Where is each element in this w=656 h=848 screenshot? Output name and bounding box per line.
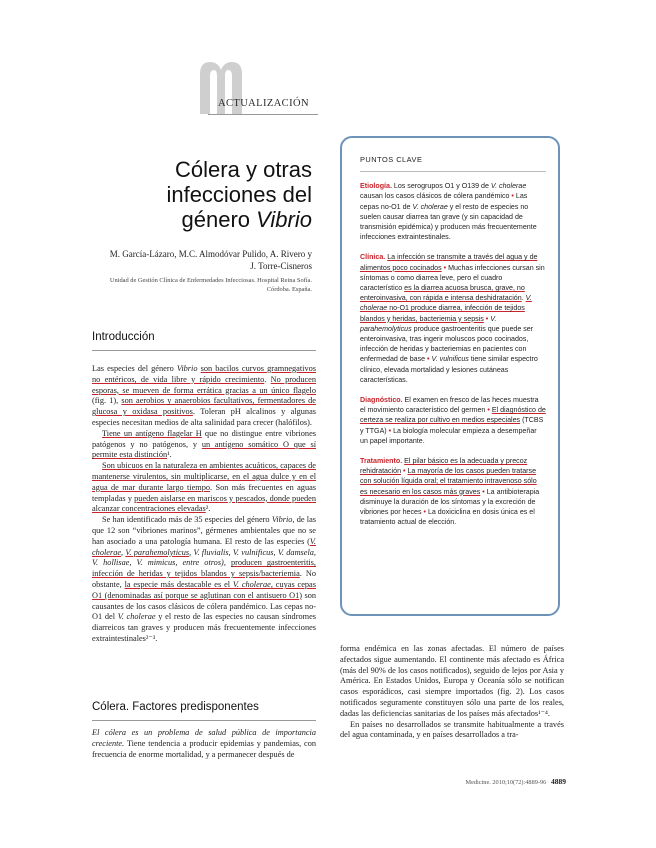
right-paragraph-2: En países no desarrollados se transmite habitualmente a través del agua contaminada, y en países desarrollados a tra- xyxy=(340,719,564,740)
intro-paragraph-2 xyxy=(92,429,316,461)
key-points-content xyxy=(360,155,546,538)
text-run: Las especies del género xyxy=(92,364,177,373)
text-run: , cuyas cepas O1 (denominadas así porque se aglutinan con el antisuero O1) xyxy=(92,579,316,600)
colera-heading-rule xyxy=(92,720,316,721)
text-run: (TCBS y TTGA) xyxy=(360,416,544,435)
colera-body xyxy=(92,728,316,760)
text-run: El examen en fresco de las heces muestra el movimiento característico del germen xyxy=(360,396,539,415)
section-tag: ACTUALIZACIÓN xyxy=(218,98,309,109)
text-run: La mayoría de los casos pueden tratarse con solución líquida oral; el tratamiento intravenoso sólo es necesario en los casos más graves xyxy=(360,467,537,496)
text-run: es la diarrea acuosa brusca, grave, no enteroinvasiva, con rápida e intensa deshidratación xyxy=(360,284,525,303)
text-run: , V. fluvialis, V. vulnificus, V. damsela, V. hollisae, V. mimicus, entre otros), xyxy=(92,547,316,568)
text-run: son causantes de los casos clásicos de cólera pandémico. Las cepas no-O1 del xyxy=(92,590,316,622)
title-line-3 xyxy=(92,207,312,232)
text-run: V. cholerae xyxy=(360,294,532,313)
key-point-label: Clínica. xyxy=(360,253,386,262)
text-run: La infección se transmite a través del agua y de alimentos poco cocinados xyxy=(360,253,538,272)
bullet-separator: • xyxy=(511,192,514,201)
bullet-separator: • xyxy=(427,355,430,364)
key-point-label: Etiología. xyxy=(360,182,392,191)
text-run: V. cholerae xyxy=(92,536,316,557)
text-run: V. cholerae xyxy=(117,612,156,622)
page-footer xyxy=(430,777,566,786)
text-run: Los serogrupos O1 y O139 de xyxy=(391,182,491,191)
text-run: V. cholerae xyxy=(232,579,271,589)
text-run: Son ubicuos en la naturaleza en ambientes acuáticos, capaces de mantenerse virulentos, sin multiplicarse, en el agua dulce y en el agua de mar durante largo tiempo xyxy=(92,461,316,492)
key-point-label: Diagnóstico. xyxy=(360,396,403,405)
text-run: ¹. xyxy=(167,450,172,460)
text-run: V. cholerae xyxy=(490,182,527,191)
text-run: causan los casos clásicos de cólera pandémico xyxy=(360,192,512,201)
text-run: Se han identificado más de 35 especies del género xyxy=(102,515,272,525)
right-column-body xyxy=(340,644,564,741)
text-run: Tiene un antígeno flagelar H xyxy=(102,428,202,438)
text-run: , de las que 12 son “vibriones marinos”, gérmenes ambientales que no se han asociado a una patología humana. El resto de las especies ( xyxy=(92,515,316,546)
text-run: . Toleran pH alcalinos y algunas especies necesitan medios de alta salinidad para crecer (halófilos). xyxy=(92,407,316,427)
authors-line-1: M. García-Lázaro, M.C. Almodóvar Pulido, A. Rivero y xyxy=(109,249,312,259)
text-run: . Son más frecuentes en aguas templadas y xyxy=(92,482,316,503)
bullet-separator: • xyxy=(423,508,426,517)
colera-paragraph-1 xyxy=(92,728,316,760)
bullet-separator: • xyxy=(482,487,485,496)
intro-paragraph-3 xyxy=(92,461,316,515)
title-line-3-italic: Vibrio xyxy=(256,207,312,232)
text-run: Vibrio xyxy=(176,364,198,373)
key-point-etiologia xyxy=(360,181,546,242)
page-number: 4889 xyxy=(551,777,566,786)
key-point-diagnostico xyxy=(360,395,546,446)
intro-heading-rule xyxy=(92,350,316,351)
text-run: El diagnóstico de certeza se realiza por cultivo en medios especiales xyxy=(360,406,546,425)
right-paragraph-1: forma endémica en las zonas afectadas. El número de países afectados sigue aumentando. El continente más afectado es África (más del 90% de los casos notificados), seguido de lejos por Asia y América. En Estados Unidos, Europa y Oceanía sólo se notifican casos esporádicos, casi siempre importados (fig. 2). Los casos notificados seguramente constituyen sólo una parte de los reales, dadas las deficiencias sanitarias de los países más afectados¹⁻⁴. xyxy=(340,644,564,718)
intro-paragraph-1 xyxy=(92,364,316,429)
intro-heading: Introducción xyxy=(92,331,155,343)
colera-lead-rest: Tiene tendencia a producir epidemias y pandemias, con frecuencia de enorme mortalidad, y a permanecer después de xyxy=(92,738,316,759)
bullet-separator: • xyxy=(487,406,490,415)
text-run: El pilar básico es la adecuada y precoz rehidratación xyxy=(360,457,528,476)
affiliation xyxy=(60,276,312,294)
text-run: . xyxy=(521,294,526,303)
article-title xyxy=(92,157,312,232)
text-run: y el resto de las especies no causan síndromes diarreicos tan graves y producen más frecuentemente infecciones extraintestinales²⁻³. xyxy=(92,612,316,643)
key-point-clinica xyxy=(360,252,546,385)
text-run: ². xyxy=(205,504,211,514)
text-run: un antígeno somático O que sí permite esta distinción xyxy=(92,439,316,460)
text-run: son bacilos curvos gramnegativos no entéricos, de vida libre y rápido crecimiento xyxy=(92,364,316,384)
bullet-separator: • xyxy=(485,314,489,323)
key-point-text xyxy=(360,253,545,383)
text-run: que no distingue entre vibriones patógenos y no patógenos, y xyxy=(92,428,316,449)
key-point-text xyxy=(360,457,539,526)
title-line-3-plain: género xyxy=(181,207,257,232)
text-run: , xyxy=(121,547,126,557)
key-point-text xyxy=(360,182,537,241)
affiliation-line-2: Córdoba. España. xyxy=(266,286,312,293)
text-run: . No obstante, xyxy=(92,569,316,589)
colera-heading: Cólera. Factores predisponentes xyxy=(92,701,259,713)
text-run: V. vulnificus xyxy=(431,355,469,364)
text-run: V. cholerae xyxy=(412,202,448,211)
text-run: tiene similar espectro clínico, elevada mortalidad y lesiones cutáneas características. xyxy=(360,355,538,384)
key-points-divider xyxy=(360,171,546,172)
title-line-1: Cólera y otras xyxy=(175,157,312,182)
text-run: La doxiciclina en dosis única es el tratamiento actual de elección. xyxy=(360,508,535,527)
footer-citation: Medicine. 2010;10(72):4889-96 xyxy=(465,779,547,786)
text-run: . xyxy=(264,374,271,384)
key-point-label: Tratamiento. xyxy=(360,457,403,466)
text-run: Las cepas no-O1 de xyxy=(360,192,528,211)
text-run: La antibioterapia disminuye la duración de los síntomas y la excreción de vibriones por heces xyxy=(360,487,540,517)
text-run: (fig. 1), xyxy=(92,396,122,406)
text-run: V. parahemolyticus xyxy=(360,314,497,333)
text-run: pueden aislarse en mariscos y pescados, donde pueden alcanzar concentraciones elevadas xyxy=(92,493,316,514)
authors xyxy=(60,248,312,272)
text-run: V. parahemolyticus xyxy=(125,547,190,557)
text-run: produce gastroenteritis que puede ser enteroinvasiva, tras ingerir moluscos poco cocinados, infección de heridas y bacteriemias en pacientes con enfermedad de base xyxy=(360,324,534,364)
text-run: No producen esporas, se mueven de forma errática gracias a un único flagelo xyxy=(92,374,316,395)
text-run: no-O1 produce diarrea, infección de tejidos blandos y heridas, bacteriemia y sepsis xyxy=(360,304,525,323)
text-run: la especie más destacable es el xyxy=(124,579,233,589)
text-run: La biología molecular empieza a desempeñar un papel importante. xyxy=(360,426,537,445)
intro-body xyxy=(92,364,316,645)
text-run: Muchas infecciones cursan sin síntomas o como diarrea leve, pero el cuadro característico xyxy=(360,263,545,293)
text-run: producen gastroenteritis, infección de heridas y tejidos blandos y sepsis/bacteriemia xyxy=(92,558,316,579)
colera-lead-italic: El cólera es un problema de salud pública de importancia creciente. xyxy=(92,728,316,748)
key-points-title: PUNTOS CLAVE xyxy=(360,155,423,164)
text-run: son aerobios y anaerobios facultativos, fermentadores de glucosa y oxidasa positivos xyxy=(92,396,316,417)
key-point-tratamiento xyxy=(360,456,546,527)
intro-paragraph-4 xyxy=(92,515,316,645)
authors-line-2: J. Torre-Cisneros xyxy=(250,261,312,271)
affiliation-line-1: Unidad de Gestión Clínica de Enfermedades Infecciosas. Hospital Reina Sofía. xyxy=(109,277,312,284)
text-run: Vibrio xyxy=(271,515,293,525)
bullet-separator: • xyxy=(388,426,392,435)
bullet-separator: • xyxy=(403,467,406,476)
title-line-2: infecciones del xyxy=(166,182,312,207)
bullet-separator: • xyxy=(443,263,447,272)
text-run: y el resto de especies no suelen causar diarrea tan grave (y sin capacidad de transmisión epidémica) y producen más frecuentemente infecciones extraintestinales. xyxy=(360,202,537,242)
section-tag-divider xyxy=(208,114,318,115)
